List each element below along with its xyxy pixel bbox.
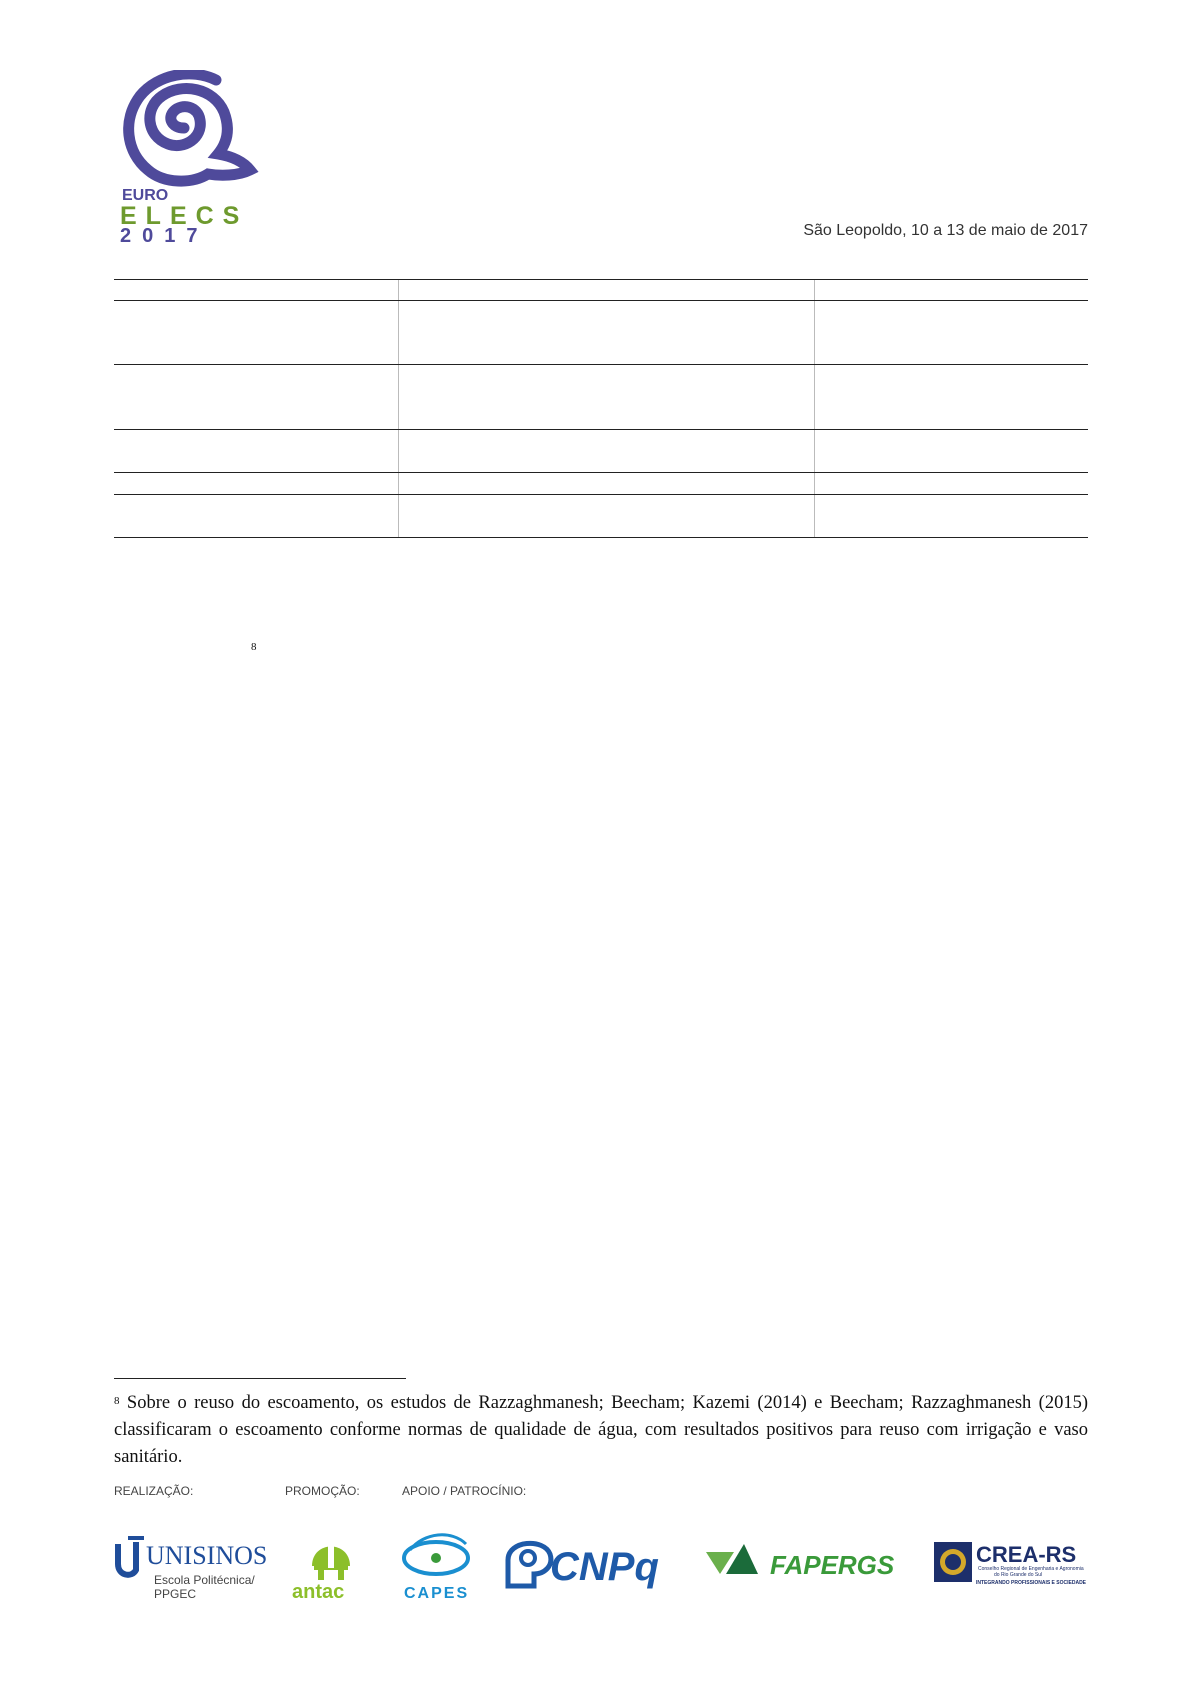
footnote-text: Sobre o reuso do escoamento, os estudos de Razzaghmanesh; Beecham; Kazemi (2014) e Beecham; Razzaghmanesh (2015) classificaram o escoamento conforme normas de qualidade de água, com resultados positivos para reuso com irrigação e vaso sanitário.: [114, 1393, 1089, 1467]
logo-year-text: 2017: [120, 225, 209, 242]
event-place-date: São Leopoldo, 10 a 13 de maio de 2017: [803, 222, 1088, 239]
spiral-logo-icon: [112, 70, 262, 242]
antac-logo: [290, 1530, 372, 1600]
label-apoio: APOIO / PATROCÍNIO:: [402, 1484, 527, 1498]
footnote-separator: [114, 1378, 406, 1379]
unisinos-sub2: PPGEC: [154, 1587, 197, 1600]
label-realizacao: REALIZAÇÃO:: [114, 1484, 194, 1498]
table-row-rule: [114, 364, 1088, 365]
fapergs-logo: [704, 1530, 906, 1600]
crea-name: CREA-RS: [976, 1542, 1077, 1567]
logo-elecs-text: ELECS: [120, 202, 249, 230]
capes-name: CAPES: [404, 1585, 470, 1600]
unisinos-sub1: Escola Politécnica/: [154, 1573, 255, 1587]
label-promocao: PROMOÇÃO:: [285, 1484, 360, 1498]
table-column-divider: [814, 279, 815, 537]
table-header-rule: [114, 300, 1088, 301]
cnpq-logo: [504, 1530, 682, 1600]
table-row-rule: [114, 494, 1088, 495]
unisinos-logo: [114, 1530, 274, 1600]
data-table: [114, 279, 1088, 537]
footnote-reference-marker: 8: [251, 641, 257, 653]
fapergs-name: FAPERGS: [770, 1550, 895, 1580]
crea-sub3: INTEGRANDO PROFISSIONAIS E SOCIEDADE: [976, 1580, 1087, 1586]
crea-rs-logo: [932, 1530, 1088, 1600]
logo-euro-text: EURO: [122, 187, 169, 204]
table-column-divider: [398, 279, 399, 537]
cnpq-name: CNPq: [550, 1545, 659, 1589]
footnote: [114, 1390, 1088, 1471]
capes-logo: [400, 1530, 472, 1600]
table-row-rule: [114, 472, 1088, 473]
euro-elecs-logo: [112, 70, 262, 242]
crea-sub1: Conselho Regional de Engenharia e Agronomia: [978, 1566, 1084, 1572]
unisinos-name: UNISINOS: [146, 1541, 268, 1570]
table-bottom-rule: [114, 537, 1088, 538]
crea-sub2: do Rio Grande do Sul: [994, 1572, 1043, 1578]
antac-name: antac: [292, 1581, 345, 1600]
table-row-rule: [114, 429, 1088, 430]
footnote-number: 8: [114, 1395, 120, 1407]
table-top-rule: [114, 279, 1088, 280]
